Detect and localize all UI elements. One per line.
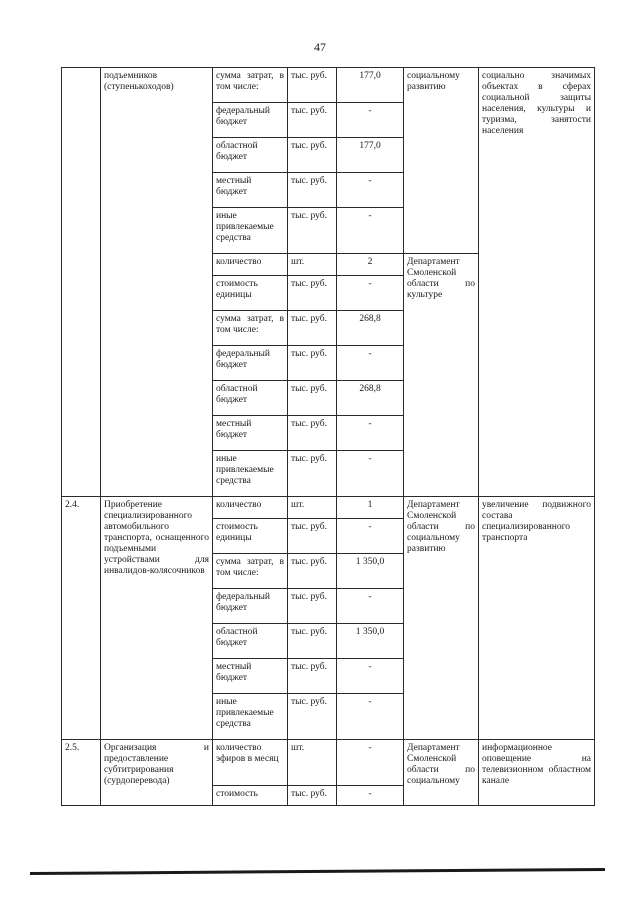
value-cell: 1 350,0 [337,624,404,659]
value-cell: - [337,451,404,497]
indicator-cell: иные привлекаемые средства [213,208,288,254]
value-cell: - [337,659,404,694]
unit-cell: шт. [288,497,337,519]
table-row [62,68,595,103]
indicator-cell: сумма затрат, в том числе: [213,554,288,589]
executor-cell: Департамент Смоленской области по социальному развитию [404,497,479,740]
value-cell: - [337,346,404,381]
indicator-cell: количество эфиров в месяц [213,740,288,786]
indicator-cell: федеральный бюджет [213,346,288,381]
unit-cell: тыс. руб. [288,589,337,624]
measures-table [61,67,595,806]
executor-cell: социальному развитию [404,68,479,254]
indicator-cell: областной бюджет [213,138,288,173]
item-number-cell: 2.4. [62,497,101,740]
value-cell: - [337,519,404,554]
unit-cell: тыс. руб. [288,624,337,659]
indicator-cell: федеральный бюджет [213,103,288,138]
executor-cell: Департамент Смоленской области по культуре [404,254,479,497]
unit-cell: тыс. руб. [288,659,337,694]
unit-cell: тыс. руб. [288,416,337,451]
unit-cell: тыс. руб. [288,311,337,346]
table-row [62,497,595,519]
unit-cell: тыс. руб. [288,554,337,589]
unit-cell: тыс. руб. [288,519,337,554]
indicator-cell: сумма затрат, в том числе: [213,68,288,103]
value-cell: - [337,786,404,806]
value-cell: 1 350,0 [337,554,404,589]
indicator-cell: иные привлекаемые средства [213,451,288,497]
indicator-cell: количество [213,497,288,519]
value-cell: - [337,694,404,740]
value-cell: - [337,103,404,138]
unit-cell: тыс. руб. [288,138,337,173]
unit-cell: тыс. руб. [288,451,337,497]
indicator-cell: областной бюджет [213,624,288,659]
value-cell: 268,8 [337,311,404,346]
value-cell: 2 [337,254,404,276]
measure-name-cell: Приобретение специализированного автомобильного транспорта, оснащенного подъемными устройствами для инвалидов-колясочников [101,497,213,740]
result-cell: социально значимых объектах в сферах социальной защиты населения, культуры и туризма, занятости населения [479,68,595,497]
unit-cell: тыс. руб. [288,346,337,381]
indicator-cell: сумма затрат, в том числе: [213,311,288,346]
unit-cell: тыс. руб. [288,103,337,138]
unit-cell: тыс. руб. [288,173,337,208]
unit-cell: тыс. руб. [288,276,337,311]
indicator-cell: иные привлекаемые средства [213,694,288,740]
item-number-cell: 2.5. [62,740,101,806]
measure-name-cell: Организация и предоставление субтитрирования (сурдоперевода) [101,740,213,806]
unit-cell: тыс. руб. [288,381,337,416]
unit-cell: тыс. руб. [288,786,337,806]
indicator-cell: областной бюджет [213,381,288,416]
indicator-cell: федеральный бюджет [213,589,288,624]
indicator-cell: стоимость [213,786,288,806]
table-row [62,740,595,786]
item-number-cell [62,68,101,497]
value-cell: - [337,276,404,311]
unit-cell: тыс. руб. [288,694,337,740]
indicator-cell: местный бюджет [213,659,288,694]
value-cell: 268,8 [337,381,404,416]
indicator-cell: местный бюджет [213,416,288,451]
unit-cell: тыс. руб. [288,208,337,254]
value-cell: - [337,416,404,451]
unit-cell: тыс. руб. [288,68,337,103]
value-cell: - [337,740,404,786]
value-cell: - [337,208,404,254]
result-cell: увеличение подвижного состава специализированного транспорта [479,497,595,740]
indicator-cell: местный бюджет [213,173,288,208]
unit-cell: шт. [288,740,337,786]
value-cell: 177,0 [337,68,404,103]
page-number: 47 [314,40,326,54]
value-cell: 1 [337,497,404,519]
executor-cell: Департамент Смоленской области по социальному [404,740,479,806]
unit-cell: шт. [288,254,337,276]
value-cell: 177,0 [337,138,404,173]
indicator-cell: количество [213,254,288,276]
result-cell: информационное оповещение на телевизионном областном канале [479,740,595,806]
measure-name-cell: подъемников (ступенькоходов) [101,68,213,497]
value-cell: - [337,589,404,624]
indicator-cell: стоимость единицы [213,276,288,311]
value-cell: - [337,173,404,208]
indicator-cell: стоимость единицы [213,519,288,554]
page-bottom-rule [30,868,605,875]
